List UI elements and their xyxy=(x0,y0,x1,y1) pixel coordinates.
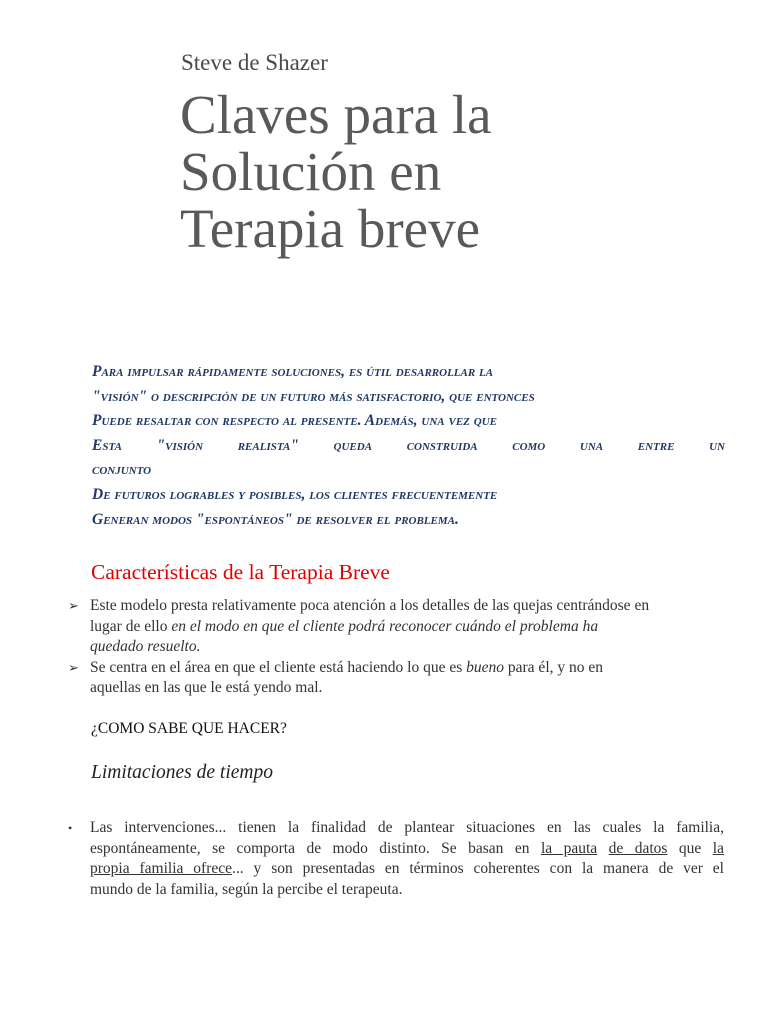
quote-line: conjunto xyxy=(92,461,152,479)
item-text-plain: para él, y no en xyxy=(504,658,604,676)
item-text-emphasis: quedado resuelto. xyxy=(90,638,201,655)
item-text-plain: que xyxy=(667,839,713,857)
item-text: mundo de la familia, según la percibe el terapeuta. xyxy=(90,880,403,898)
item-text-emphasis: en el modo en que el cliente podrá reconocer cuándo el problema ha xyxy=(171,617,599,635)
intro-quote xyxy=(92,360,725,532)
title-line: Solución en xyxy=(180,141,442,202)
item-text-plain: ... y son presentadas en términos coherentes con la manera de ver el xyxy=(232,860,724,878)
item-text xyxy=(90,637,728,658)
characteristics-list xyxy=(68,596,728,699)
author-name: Steve de Shazer xyxy=(181,50,328,75)
item-text-plain: Se centra en el área en que el cliente está haciendo lo que es xyxy=(90,658,467,676)
limits-list xyxy=(68,818,724,900)
underlined-text: de datos xyxy=(608,839,668,857)
underlined-text: la pauta xyxy=(540,839,598,857)
quote-line: De futuros logrables y posibles, los clientes frecuentemente xyxy=(92,485,498,503)
item-text xyxy=(90,859,724,880)
item-text: Este modelo presta relativamente poca atención a los detalles de las quejas centrándose en xyxy=(90,597,650,614)
item-text-plain xyxy=(597,840,608,857)
quote-line: Puede resaltar con respecto al presente. Además, una vez que xyxy=(92,412,497,430)
document-title xyxy=(180,86,720,257)
quote-line: Generan modos "espontáneos" de resolver el problema. xyxy=(92,510,459,528)
item-text xyxy=(90,617,728,638)
item-text xyxy=(90,658,728,679)
item-text-plain: lugar de ello xyxy=(90,617,172,635)
arrow-bullet-icon: ➢ xyxy=(68,659,79,675)
list-item xyxy=(68,658,728,699)
item-text-emphasis: bueno xyxy=(466,658,505,676)
title-line: Terapia breve xyxy=(180,198,480,259)
title-line: Claves para la xyxy=(180,84,492,145)
underlined-text: la xyxy=(712,839,724,857)
item-text xyxy=(90,839,724,860)
arrow-bullet-icon: ➢ xyxy=(68,598,79,613)
limits-heading: Limitaciones de tiempo xyxy=(91,762,273,783)
item-text: Las intervenciones... tienen la finalidad de plantear situaciones en las cuales la familia, xyxy=(90,819,724,836)
item-text: aquellas en las que le está yendo mal. xyxy=(90,679,323,696)
list-item xyxy=(68,596,728,658)
characteristics-heading: Características de la Terapia Breve xyxy=(91,560,390,584)
quote-line: Esta "visión realista" queda construida como una entre un xyxy=(92,436,725,454)
list-item xyxy=(68,818,724,900)
underlined-text: propia familia ofrece xyxy=(90,860,233,878)
quote-line: "visión" o descripción de un futuro más satisfactorio, que entonces xyxy=(92,387,535,405)
how-heading: ¿COMO SABE QUE HACER? xyxy=(91,720,287,737)
item-text-plain: espontáneamente, se comporta de modo distinto. Se basan en xyxy=(90,839,541,857)
quote-line: Para impulsar rápidamente soluciones, es útil desarrollar la xyxy=(92,363,494,380)
dot-bullet-icon: • xyxy=(68,821,73,835)
